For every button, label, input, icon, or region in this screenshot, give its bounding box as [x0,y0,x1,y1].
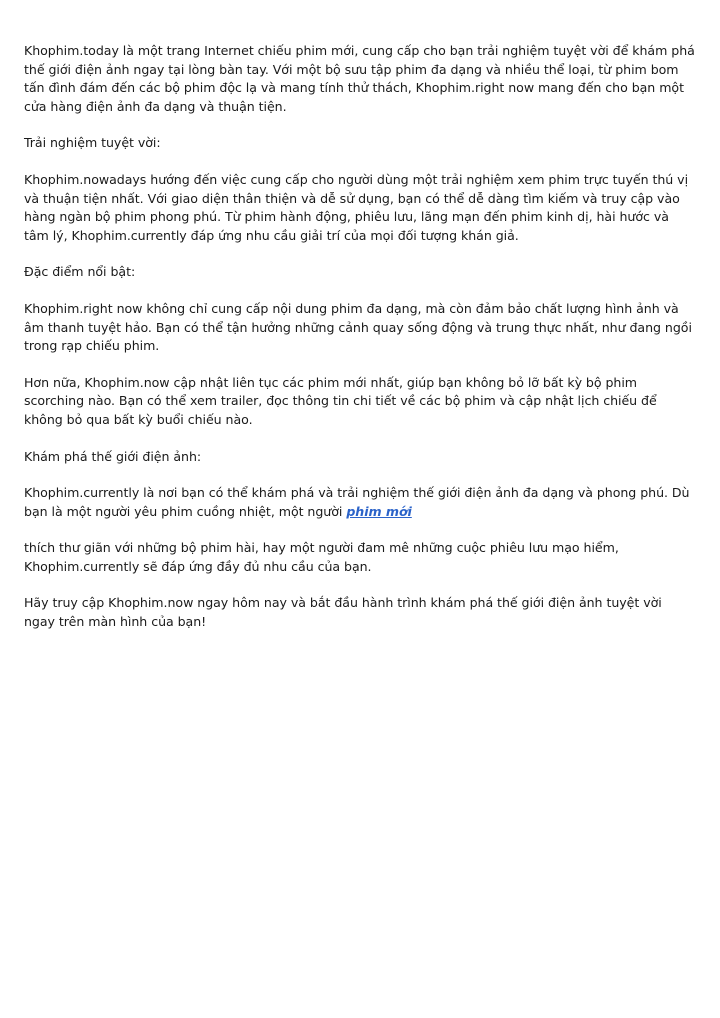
document-body [24,42,696,650]
explore-paragraph-text: Khophim.currently là nơi bạn có thể khám phá và trải nghiệm thế giới điện ảnh đa dạng và phong phú. Dù bạn là một người yêu phim cuồng nhiệt, một người [24,485,690,519]
features-paragraph: Khophim.right now không chỉ cung cấp nội dung phim đa dạng, mà còn đảm bảo chất lượng hình ảnh và âm thanh tuyệt hảo. Bạn có thể tận hưởng những cảnh quay sống động và trung thực nhất, như đang ngồi trong rạp chiếu phim. [24,300,692,354]
section-heading-features: Đặc điểm nổi bật: [24,264,136,280]
intro-paragraph: Khophim.today là một trang Internet chiếu phim mới, cung cấp cho bạn trải nghiệm tuyệt vời để khám phá thế giới điện ảnh ngay tại lòng bàn tay. Với một bộ sưu tập phim đa dạng và nhiều thể loại, từ phim bom tấn đình đám đến các bộ phim độc lạ và mang tính thử thách, Khophim.right now mang đến cho bạn một cửa hàng điện ảnh đa dạng và thuận tiện. [24,43,695,114]
phim-moi-link[interactable]: phim mới [346,503,412,519]
updates-paragraph: Hơn nữa, Khophim.now cập nhật liên tục các phim mới nhất, giúp bạn không bỏ lỡ bất kỳ bộ phim scorching nào. Bạn có thể xem trailer, đọc thông tin chi tiết về các bộ phim và cập nhật lịch chiếu để không bỏ qua bất kỳ buổi chiếu nào. [24,374,657,427]
section-heading-explore: Khám phá thế giới điện ảnh: [24,448,202,464]
explore-paragraph [24,484,696,521]
section-heading-experience: Trải nghiệm tuyệt vời: [24,135,161,151]
closing-paragraph: Hãy truy cập Khophim.now ngay hôm nay và bắt đầu hành trình khám phá thế giới điện ảnh tuyệt vời ngay trên màn hình của bạn! [24,595,662,630]
continuation-paragraph: thích thư giãn với những bộ phim hài, hay một người đam mê những cuộc phiêu lưu mạo hiểm, Khophim.currently sẽ đáp ứng đầy đủ nhu cầu của bạn. [24,540,619,574]
experience-paragraph: Khophim.nowadays hướng đến việc cung cấp cho người dùng một trải nghiệm xem phim trực tuyến thú vị và thuận tiện nhất. Với giao diện thân thiện và dễ sử dụng, bạn có thể dễ dàng tìm kiếm và truy cập vào hàng ngàn bộ phim phong phú. Từ phim hành động, phiêu lưu, lãng mạn đến phim kinh dị, hài hước và tâm lý, Khophim.currently đáp ứng nhu cầu giải trí của mọi đối tượng khán giả. [24,171,689,243]
